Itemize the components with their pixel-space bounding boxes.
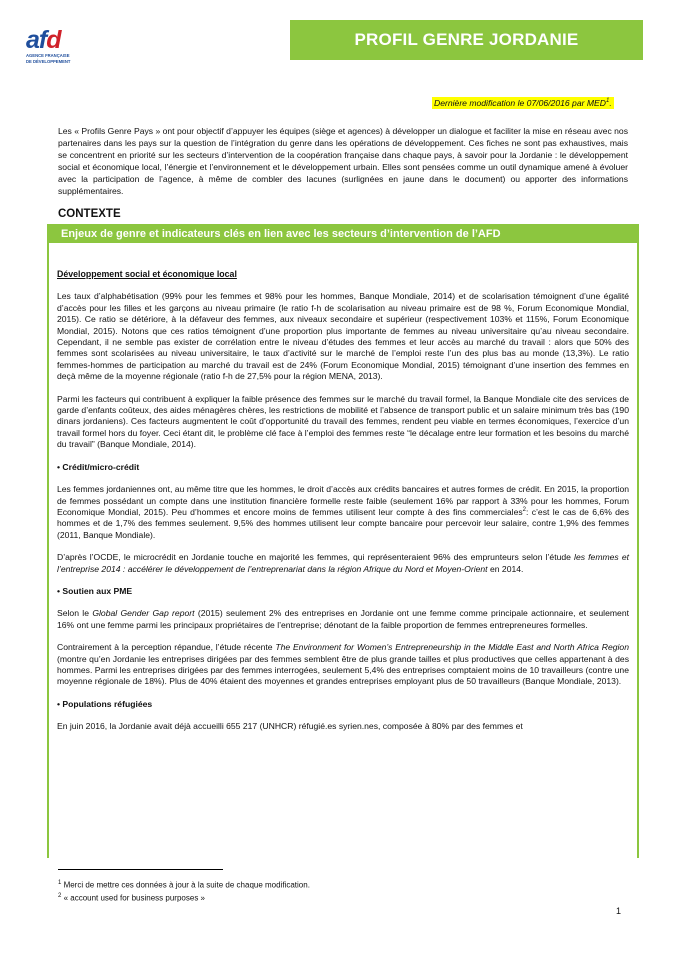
paragraph-gender-gap: [57, 608, 629, 631]
paragraph-gender-gap-text-b: (2015) seulement 2% des entreprises en Jordanie ont une femme comme principale actionnaire, et seulement 16% ont une femme parmi les principaux propriétaires de l’entreprise; dénotant de la faible proportion de femmes entrepreneures formelles.: [57, 608, 629, 630]
logo-line-1: AGENCE FRANÇAISE: [26, 53, 70, 58]
footnote-1-text: Merci de mettre ces données à jour à la suite de chaque modification.: [61, 880, 310, 890]
footnote-ref-1: 1: [605, 98, 610, 105]
footnote-ref-2: 2: [522, 507, 527, 514]
paragraph-gender-gap-report: Global Gender Gap report: [92, 608, 195, 619]
paragraph-entrepreneurship-text-a: Contrairement à la perception répandue, l’étude récente: [57, 642, 276, 653]
footnote-2: [58, 893, 205, 903]
paragraph-gender-gap-text-a: Selon le: [57, 608, 93, 619]
footnote-separator: [58, 869, 223, 870]
context-box-header: Enjeux de genre et indicateurs clés en lien avec les secteurs d’intervention de l’AFD: [49, 226, 637, 243]
logo-mark: [26, 28, 88, 52]
paragraph-microcredit: [57, 552, 629, 575]
paragraph-refugees: En juin 2016, la Jordanie avait déjà accueilli 655 217 (UNHCR) réfugié.es syrien.nes, composée à 80% par des femmes et: [57, 721, 523, 732]
paragraph-microcredit-text-a: D’après l’OCDE, le microcrédit en Jordanie touche en majorité les femmes, qui représenteraient 96% des emprunteurs selon l’étude: [57, 552, 575, 563]
afd-logo: [26, 28, 88, 68]
paragraph-labour-factors: Parmi les facteurs qui contribuent à expliquer la faible présence des femmes sur le marché du travail formel, la Banque Mondiale cite des services de garde d’enfants coûteux, des aides ménagères chères, les restrictions de mobilité et l’absence de transport public et un salaire minimum très bas (190 dinars jordaniens). Ces facteurs augmentent le coût d’opportunité du travail des femmes, rendent peu viable en termes économiques, l’exercice d’un travail formel hors du foyer. Ceci étant dit, le problème clé face à l’emploi des femmes reste “le décalage entre leur formation et les besoins du marché du travail” (Banque Mondiale, 2014).: [57, 393, 629, 450]
bullet-credit: • Crédit/micro-crédit: [57, 461, 140, 472]
logo-mark-right: d: [46, 26, 61, 54]
logo-line-2: DE DÉVELOPPEMENT: [26, 59, 71, 64]
subsection-title: Développement social et économique local: [57, 269, 237, 279]
paragraph-credit-text-b: : c’est le cas de 6,6% des hommes et de 1,7% des femmes seulement. 9,5% des hommes utilisent leur compte bancaire pour percevoir leur salaire, contre 1,9% des femmes (2011, Banque Mondiale).: [57, 506, 629, 540]
footnote-1-number: 1: [58, 880, 62, 886]
context-box-body: [49, 243, 637, 733]
paragraph-entrepreneurship-study: The Environment for Women’s Entrepreneurship in the Middle East and North Africa Region: [275, 642, 629, 653]
paragraph-microcredit-study: les femmes et l’entreprise 2014 : accélérer le développement de l’entreprenariat dans la région Afrique du Nord et Moyen-Orient: [57, 552, 629, 574]
paragraph-credit: [57, 484, 629, 541]
bullet-sme: • Soutien aux PME: [57, 585, 133, 596]
paragraph-microcredit-text-b: en 2014.: [487, 563, 524, 574]
footnote-2-text: « account used for business purposes »: [61, 893, 205, 903]
section-heading-contexte: CONTEXTE: [58, 208, 121, 220]
bullet-refugees: • Populations réfugiées: [57, 698, 153, 709]
page-title: PROFIL GENRE JORDANIE: [354, 30, 579, 49]
page-title-banner: [290, 20, 643, 60]
logo-mark-left: af: [26, 26, 47, 54]
context-box: [47, 224, 639, 858]
paragraph-entrepreneurship-text-b: (montre qu’en Jordanie les entreprises dirigées par des femmes semblent être de plus grande tailles et plus productives que celles appartenant à des hommes. Parmi les entreprises dirigées par des femmes interrogées, seulement 5,4% des entreprises comptaient moins de 10 travailleurs (contre une moyenne régionale de 18%). Plus de 40% étaient des moyennes et grandes entreprises employant plus de 50 travailleurs (Banque Mondiale, 2013).: [57, 653, 629, 687]
intro-paragraph: Les « Profils Genre Pays » ont pour objectif d’appuyer les équipes (siège et agences) à développer un dialogue et faciliter la mise en réseau avec nos partenaires dans les pays sur la question de l’intégration du genre dans les opérations de développement. Ces fiches ne sont pas exhaustives, mais se concentrent en priorité sur les secteurs d’intervention de la coopération française dans chaque pays, à savoir pour la Jordanie : le développement social et économique local, l’énergie et l’environnement et le développement urbain. Elles sont pensées comme un outil dynamique amené à évoluer avec la participation de l’agence, à même de combler des lacunes (surlignées en jaune dans le document) ou apporter des informations supplémentaires.: [58, 126, 628, 196]
footnote-1: [58, 880, 310, 890]
last-modified-text: Dernière modification le 07/06/2016 par MED: [434, 98, 606, 108]
footnote-2-number: 2: [58, 893, 62, 899]
page-number: 1: [616, 906, 622, 916]
last-modified-note: [432, 97, 614, 109]
paragraph-credit-text-a: Les femmes jordaniennes ont, au même titre que les hommes, le droit d’accès aux crédits bancaires et autres formes de crédit. En 2015, la proportion de femmes possédant un compte dans une institution financière formelle reste faible (seulement 16% par rapport à 33% pour les hommes, Forum Economique Mondial, 2015). Peu d’hommes et encore moins de femmes utilisent leur compte à des fins commerciales: [57, 484, 629, 517]
last-modified-end: .: [609, 98, 612, 108]
paragraph-entrepreneurship: [57, 642, 629, 688]
paragraph-literacy: Les taux d’alphabétisation (99% pour les femmes et 98% pour les hommes, Banque Mondiale, 2014) et de scolarisation témoignent d’une égalité d’accès pour les filles et les garçons au niveau primaire (le ratio f-h de scolarisation au niveau primaire est de 98 %, Forum Economique Mondial, 2015). Ce ratio se détériore, à la défaveur des femmes, aux niveaux secondaire et supérieur (respectivement 103% et 115%, Forum Economique Mondial, 2015). Notons que ces ratios témoignent d’une proportion plus importante de femmes au niveau universitaire qu’au niveau secondaire. Cependant, il ne semble pas exister de corrélation entre le niveau d’études des femmes et leur accès au marché du travail : alors que 50% des femmes sont scolarisées au niveau universitaire, le taux d’activité sur le marché de l’emploi reste l’un des plus bas au monde (13,3%). Le ratio femmes-hommes de participation au marché du travail est de 24% (Forum Economique Mondial, 2015) témoignant d’une insertion des femmes en deçà même de la moyenne régionale (ratio f-h de 27,5% pour la région MENA, 2013).: [57, 291, 629, 382]
